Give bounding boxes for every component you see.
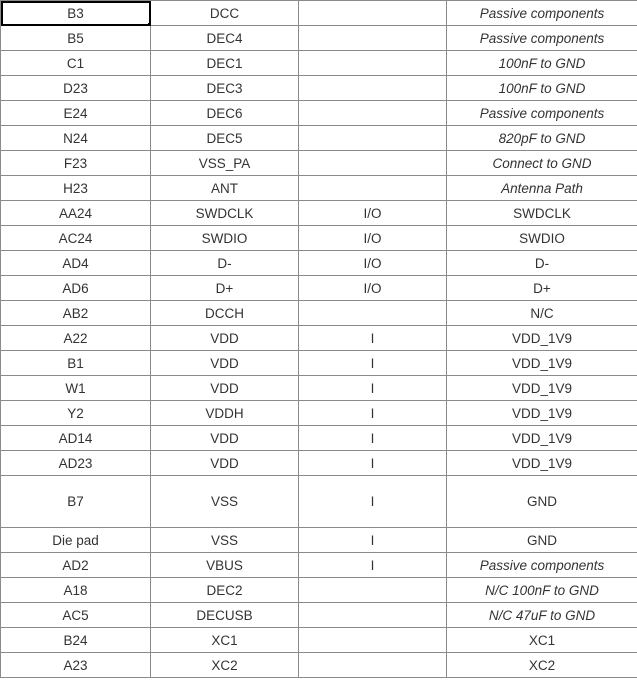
description-cell[interactable]: Passive components [447, 1, 637, 26]
pin-cell[interactable]: B5 [1, 26, 151, 51]
table-row [1, 326, 637, 351]
io-type-cell[interactable] [299, 628, 447, 653]
pin-cell[interactable]: Die pad [1, 528, 151, 553]
io-type-cell[interactable]: I [299, 528, 447, 553]
table-row [1, 101, 637, 126]
description-cell[interactable]: Antenna Path [447, 176, 637, 201]
io-type-cell[interactable]: I [299, 326, 447, 351]
table-row [1, 301, 637, 326]
signal-name-cell[interactable]: DEC1 [151, 51, 299, 76]
description-cell[interactable]: VDD_1V9 [447, 326, 637, 351]
io-type-cell[interactable]: I [299, 376, 447, 401]
pin-cell[interactable]: B7 [1, 476, 151, 528]
io-type-cell[interactable]: I [299, 451, 447, 476]
description-cell[interactable]: 100nF to GND [447, 76, 637, 101]
pin-cell[interactable]: C1 [1, 51, 151, 76]
pin-cell[interactable]: AD23 [1, 451, 151, 476]
signal-name-cell[interactable]: VDD [151, 351, 299, 376]
table-row [1, 51, 637, 76]
io-type-cell[interactable]: I/O [299, 226, 447, 251]
signal-name-cell[interactable]: DEC5 [151, 126, 299, 151]
description-cell[interactable]: D+ [447, 276, 637, 301]
description-cell[interactable]: Passive components [447, 553, 637, 578]
table-row [1, 176, 637, 201]
io-type-cell[interactable] [299, 603, 447, 628]
io-type-cell[interactable] [299, 126, 447, 151]
signal-name-cell[interactable]: VDD [151, 451, 299, 476]
pin-cell[interactable]: B24 [1, 628, 151, 653]
signal-name-cell[interactable]: SWDIO [151, 226, 299, 251]
table-row [1, 628, 637, 653]
description-cell[interactable]: GND [447, 476, 637, 528]
description-cell[interactable]: VDD_1V9 [447, 401, 637, 426]
io-type-cell[interactable] [299, 176, 447, 201]
pin-cell[interactable]: F23 [1, 151, 151, 176]
description-cell[interactable]: SWDCLK [447, 201, 637, 226]
signal-name-cell[interactable]: DEC2 [151, 578, 299, 603]
fill-handle[interactable] [148, 23, 151, 26]
pin-cell[interactable]: AD14 [1, 426, 151, 451]
pin-cell[interactable]: D23 [1, 76, 151, 101]
signal-name-cell[interactable]: D+ [151, 276, 299, 301]
table-row [1, 351, 637, 376]
description-cell[interactable]: Passive components [447, 26, 637, 51]
pin-cell[interactable]: A23 [1, 653, 151, 678]
io-type-cell[interactable] [299, 151, 447, 176]
pin-cell[interactable]: AC5 [1, 603, 151, 628]
io-type-cell[interactable]: I [299, 426, 447, 451]
signal-name-cell[interactable]: VSS [151, 528, 299, 553]
table-row [1, 451, 637, 476]
signal-name-cell[interactable]: D- [151, 251, 299, 276]
description-cell[interactable]: Passive components [447, 101, 637, 126]
pin-cell[interactable]: AB2 [1, 301, 151, 326]
table-row [1, 276, 637, 301]
description-cell[interactable]: VDD_1V9 [447, 351, 637, 376]
signal-name-cell[interactable]: XC2 [151, 653, 299, 678]
description-cell[interactable]: XC1 [447, 628, 637, 653]
signal-name-cell[interactable]: DCCH [151, 301, 299, 326]
signal-name-cell[interactable]: VBUS [151, 553, 299, 578]
description-cell[interactable]: GND [447, 528, 637, 553]
pin-cell[interactable]: H23 [1, 176, 151, 201]
signal-name-cell[interactable]: DEC4 [151, 26, 299, 51]
signal-name-cell[interactable]: VSS_PA [151, 151, 299, 176]
io-type-cell[interactable]: I [299, 401, 447, 426]
io-type-cell[interactable] [299, 653, 447, 678]
signal-name-cell[interactable]: VSS [151, 476, 299, 528]
description-cell[interactable]: N/C 47uF to GND [447, 603, 637, 628]
description-cell[interactable]: N/C 100nF to GND [447, 578, 637, 603]
io-type-cell[interactable]: I/O [299, 201, 447, 226]
table-row [1, 1, 637, 26]
table-row [1, 426, 637, 451]
io-type-cell[interactable] [299, 51, 447, 76]
signal-name-cell[interactable]: VDD [151, 376, 299, 401]
table-row [1, 476, 637, 528]
signal-name-cell[interactable]: VDD [151, 326, 299, 351]
table-row [1, 376, 637, 401]
signal-name-cell[interactable]: VDDH [151, 401, 299, 426]
pin-cell[interactable]: A18 [1, 578, 151, 603]
io-type-cell[interactable]: I/O [299, 251, 447, 276]
table-row [1, 26, 637, 51]
signal-name-cell[interactable]: DCC [151, 1, 299, 26]
description-cell[interactable]: D- [447, 251, 637, 276]
io-type-cell[interactable] [299, 76, 447, 101]
signal-name-cell[interactable]: ANT [151, 176, 299, 201]
table-row [1, 201, 637, 226]
signal-name-cell[interactable]: DEC6 [151, 101, 299, 126]
pin-cell[interactable]: B3 [1, 1, 151, 26]
pin-cell[interactable]: E24 [1, 101, 151, 126]
pin-cell[interactable]: N24 [1, 126, 151, 151]
pin-cell[interactable]: AD6 [1, 276, 151, 301]
signal-name-cell[interactable]: SWDCLK [151, 201, 299, 226]
description-cell[interactable]: SWDIO [447, 226, 637, 251]
table-row [1, 151, 637, 176]
table-row [1, 126, 637, 151]
signal-name-cell[interactable]: VDD [151, 426, 299, 451]
table-row [1, 401, 637, 426]
description-cell[interactable]: VDD_1V9 [447, 426, 637, 451]
io-type-cell[interactable] [299, 578, 447, 603]
table-row [1, 251, 637, 276]
io-type-cell[interactable]: I [299, 553, 447, 578]
table-row [1, 553, 637, 578]
pin-cell[interactable]: A22 [1, 326, 151, 351]
io-type-cell[interactable]: I [299, 351, 447, 376]
io-type-cell[interactable]: I [299, 476, 447, 528]
table-row [1, 603, 637, 628]
pin-cell[interactable]: B1 [1, 351, 151, 376]
table-row [1, 653, 637, 678]
io-type-cell[interactable] [299, 101, 447, 126]
io-type-cell[interactable]: I/O [299, 276, 447, 301]
description-cell[interactable]: 100nF to GND [447, 51, 637, 76]
pin-cell[interactable]: Y2 [1, 401, 151, 426]
description-cell[interactable]: VDD_1V9 [447, 451, 637, 476]
description-cell[interactable]: 820pF to GND [447, 126, 637, 151]
signal-name-cell[interactable]: XC1 [151, 628, 299, 653]
signal-name-cell[interactable]: DEC3 [151, 76, 299, 101]
pin-cell[interactable]: AC24 [1, 226, 151, 251]
signal-name-cell[interactable]: DECUSB [151, 603, 299, 628]
table-row [1, 226, 637, 251]
description-cell[interactable]: XC2 [447, 653, 637, 678]
io-type-cell[interactable] [299, 301, 447, 326]
io-type-cell[interactable] [299, 26, 447, 51]
pin-cell[interactable]: W1 [1, 376, 151, 401]
table-row [1, 528, 637, 553]
pin-table-body [1, 1, 637, 678]
pin-cell[interactable]: AD2 [1, 553, 151, 578]
table-row [1, 76, 637, 101]
io-type-cell[interactable] [299, 1, 447, 26]
pin-cell[interactable]: AD4 [1, 251, 151, 276]
table-row [1, 578, 637, 603]
description-cell[interactable]: N/C [447, 301, 637, 326]
description-cell[interactable]: VDD_1V9 [447, 376, 637, 401]
pin-cell[interactable]: AA24 [1, 201, 151, 226]
description-cell[interactable]: Connect to GND [447, 151, 637, 176]
